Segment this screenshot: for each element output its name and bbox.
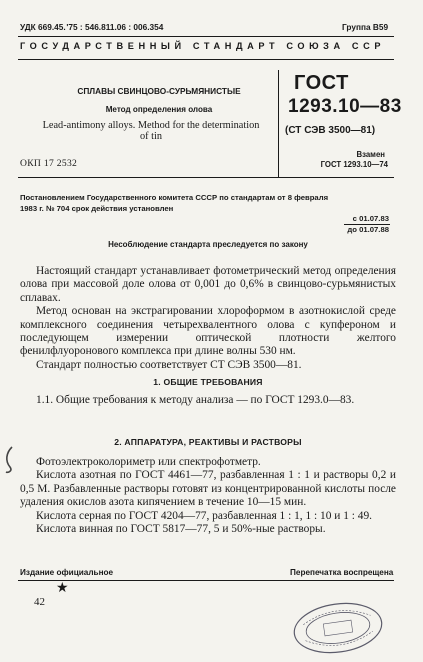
section-1-text xyxy=(20,394,396,407)
decree-line-2: 1983 г. № 704 срок действия установлен xyxy=(20,204,174,213)
legal-warning: Несоблюдение стандарта преследуется по закону xyxy=(108,240,308,249)
library-stamp xyxy=(287,594,390,662)
intro-paragraph-3: Стандарт полностью соответствует СТ СЭВ 3500—81. xyxy=(36,358,302,371)
header-rule-top xyxy=(18,36,394,37)
english-title-line1: Lead-antimony alloys. Method for the determination xyxy=(42,120,260,131)
english-title xyxy=(20,120,282,142)
page-number: 42 xyxy=(34,596,45,608)
replaced-gost: ГОСТ 1293.10—74 xyxy=(320,160,388,169)
intro-paragraph-1: Настоящий стандарт устанавливает фотометрический метод определения олова при массовой доле олова от 0,001 до 0,6% в свинцово-сурьмянистых сплавах. xyxy=(20,265,396,304)
st-sev-number: (СТ СЭВ 3500—81) xyxy=(285,125,376,136)
official-edition-label: Издание официальное xyxy=(20,568,114,577)
section-2-paragraph-1: Фотоэлектроколориметр или спектрофотметр. xyxy=(36,456,261,468)
gost-label: ГОСТ xyxy=(294,72,349,94)
intro-paragraph-2: Метод основан на экстрагировании хлороформом в азотнокислой среде комплексного соединения четырехвалентного олова с купфероном и последующем измерении оптической плотности желтого фенилфлуоронового комплекса при длине волны 530 нм. xyxy=(20,305,396,358)
intro-text xyxy=(20,265,396,372)
gost-number: 1293.10—83 xyxy=(288,96,402,117)
header-rule-bottom xyxy=(18,59,394,60)
english-title-line2: of tin xyxy=(139,131,163,142)
effective-from: с 01.07.83 xyxy=(352,214,389,223)
decree-line-1: Постановлением Государственного комитета СССР по стандартам от 8 февраля xyxy=(20,193,329,202)
section-2-paragraph-3: Кислота серная по ГОСТ 4204—77, разбавленная 1 : 1, 1 : 10 и 1 : 49. xyxy=(36,509,373,522)
effective-to: до 01.07.88 xyxy=(347,225,389,234)
document-subtitle: Метод определения олова xyxy=(105,105,213,114)
footer-rule xyxy=(18,580,394,581)
section-1-paragraph-1: 1.1. Общие требования к методу анализа — по ГОСТ 1293.0—83. xyxy=(36,394,355,406)
reprint-prohibited-label: Перепечатка воспрещена xyxy=(290,568,394,577)
section-2-text xyxy=(20,456,396,536)
section-2-heading: 2. АППАРАТУРА, РЕАКТИВЫ И РАСТВОРЫ xyxy=(114,437,302,447)
okp-code: ОКП 17 2532 xyxy=(20,158,78,169)
section-2-paragraph-4: Кислота винная по ГОСТ 5817—77, 5 и 50%-ные растворы. xyxy=(36,523,326,536)
title-block-rule xyxy=(18,177,394,178)
replaced-label: Взамен xyxy=(356,150,385,159)
udk-code: УДК 669.45. '75 : 546.811.06 : 006.354 xyxy=(20,22,164,32)
standard-banner: ГОСУДАРСТВЕННЫЙ СТАНДАРТ СОЮЗА ССР xyxy=(20,41,386,51)
margin-pencil-mark xyxy=(2,445,18,475)
document-title: СПЛАВЫ СВИНЦОВО-СУРЬМЯНИСТЫЕ xyxy=(77,86,241,96)
star-icon: ★ xyxy=(56,581,69,596)
section-2-paragraph-2: Кислота азотная по ГОСТ 4461—77, разбавленная 1 : 1 и растворы 0,2 и 0,5 М. Разбавленные растворы готовят из концентрированной кислоты после удаления окислов азота кипячением в течение 10—15 мин. xyxy=(20,469,396,509)
section-1-heading: 1. ОБЩИЕ ТРЕБОВАНИЯ xyxy=(153,377,263,387)
group-code: Группа В59 xyxy=(342,22,389,32)
